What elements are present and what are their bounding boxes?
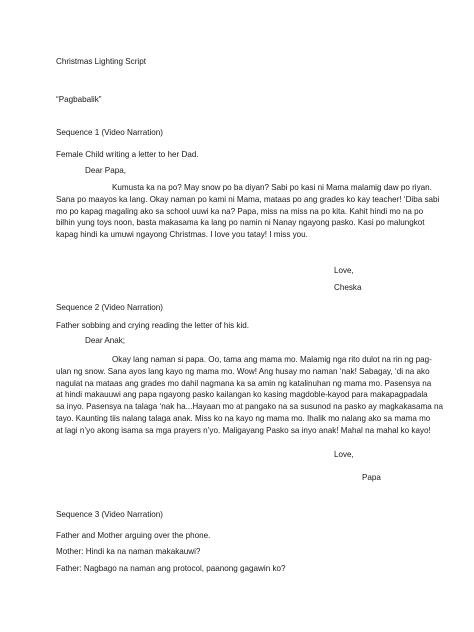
letter-line: at lagi n’yo akong isama sa mga prayers n’yo. Maligayang Pasko sa inyo anak! Mahal na mahal ko kayo! <box>56 425 431 435</box>
sequence-2-letter-body <box>56 354 443 437</box>
letter-line: bilhin yung toys noon, basta makasama ka lang po namin ni Nanay ngayong pasko. Kasi po malungkot <box>56 218 425 228</box>
letter-line: tayo. Kaunting tiis nalang talaga anak. Miss ko na kayo ng mama mo. Ihalik mo nalang ako sa mama mo <box>56 413 431 423</box>
sequence-2-greeting: Dear Anak; <box>85 336 126 345</box>
sequence-2-heading: Sequence 2 (Video Narration) <box>56 303 163 312</box>
script-title: Christmas Lighting Script <box>56 57 146 66</box>
sequence-2-closing: Love, <box>334 450 354 459</box>
sequence-1-heading: Sequence 1 (Video Narration) <box>56 128 163 137</box>
script-subtitle: “Pagbabalik” <box>56 95 102 104</box>
letter-line: Kumusta ka na po? May snow po ba diyan? Sabi po kasi ni Mama malamig daw po riyan. <box>112 183 432 192</box>
letter-line: nagulat na mataas ang grades mo dahil nagmana ka sa amin ng katalinuhan ng mama mo. Pasensya na <box>56 378 432 388</box>
dialogue-line-father: Father: Nagbago na naman ang protocol, paanong gagawin ko? <box>56 564 286 573</box>
letter-line: sa inyo. Pasensya na talaga ‘nak ha...Hayaan mo at pangako na sa susunod na pasko ay magkakasama na <box>56 402 443 412</box>
letter-line: Sana po maayos ka lang. Okay naman po kami ni Mama, mataas po ang grades ko kay teacher! ‘Diba sabi <box>56 194 440 204</box>
letter-line: Okay lang naman si papa. Oo, tama ang mama mo. Malamig nga rito dulot na rin ng pag- <box>112 355 432 364</box>
letter-line: kapag hindi ka umuwi ngayong Christmas. I love you tatay! I miss you. <box>56 230 308 240</box>
sequence-1-greeting: Dear Papa, <box>85 166 126 175</box>
sequence-2-signature: Papa <box>362 473 381 482</box>
sequence-3-description: Father and Mother arguing over the phone. <box>56 531 211 540</box>
letter-line: at hindi makauuwi ang papa ngayong pasko kailangan ko kasing magdoble-kayod para makapagpadala <box>56 390 428 400</box>
letter-line: mo po kapag magaling ako sa school uuwi ka na? Papa, miss na miss na po kita. Kahit hindi mo na po <box>56 206 424 216</box>
sequence-3-heading: Sequence 3 (Video Narration) <box>56 510 163 519</box>
sequence-1-description: Female Child writing a letter to her Dad. <box>56 150 199 159</box>
sequence-1-letter-body <box>56 182 439 241</box>
letter-line: ulan ng snow. Sana ayos lang kayo ng mama mo. Wow! Ang husay mo naman ‘nak! Sabagay, ‘di na ako <box>56 366 430 376</box>
dialogue-line-mother: Mother: Hindi ka na naman makakauwi? <box>56 547 201 556</box>
sequence-1-closing: Love, <box>334 266 354 275</box>
sequence-2-description: Father sobbing and crying reading the letter of his kid. <box>56 321 250 330</box>
sequence-1-signature: Cheska <box>334 283 362 292</box>
